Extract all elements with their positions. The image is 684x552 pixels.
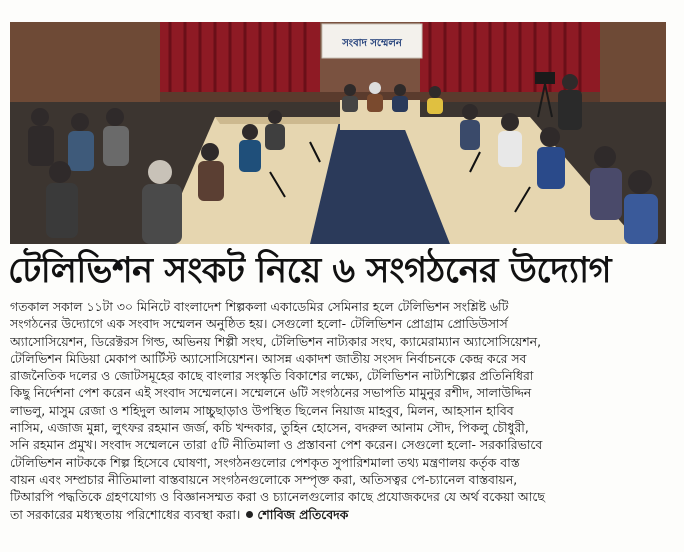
- banner-text: সংবাদ সম্মেলন: [342, 38, 402, 49]
- body-line-text: তা সরকারের মধ্যস্থতায় পরিশোধের ব্যবস্থা করা।: [10, 506, 241, 522]
- body-line: রাজনৈতিক দলের ও জোটসমূহের কাছে বাংলার সংস্কৃতি বিকাশের লক্ষ্যে, টেলিভিশন নাট্যশিল্পের প্রতিনিধিরা: [10, 368, 534, 384]
- body-line: অ্যাসোসিয়েশন, ডিরেক্টরস গিল্ড, অভিনয় শিল্পী সংঘ, টেলিভিশন নাট্যকার সংঘ, ক্যামেরাম্যান অ্যাসোসিয়েশন,: [10, 333, 542, 349]
- body-line: টেলিভিশন নাটককে শিল্প হিসেবে ঘোষণা, সংগঠনগুলোর পেশকৃত সুপারিশমালা তথ্য মন্ত্রণালয় কর্তৃক বাস্ত: [10, 454, 520, 470]
- body-line: গতকাল সকাল ১১টা ৩০ মিনিটে বাংলাদেশ শিল্পকলা একাডেমির সেমিনার হলে টেলিভিশন সংশ্লিষ্ট ৬টি: [10, 299, 509, 314]
- body-line: লাভলু, মাসুম রেজা ও শহিদুল আলম সাচ্চুছাড়াও উপস্থিত ছিলেন নিয়াজ মাহবুব, মিলন, আহসান হাবিব: [10, 402, 514, 418]
- body-line-last: [10, 506, 674, 523]
- byline: শোবিজ প্রতিবেদক: [257, 506, 349, 522]
- article-body: [10, 298, 674, 546]
- body-line: সনি রহমান প্রমুখ। সংবাদ সম্মেলনে তারা ৫টি নীতিমালা ও প্রস্তাবনা পেশ করেন। সেগুলো হলো- সরকারিভাবে: [10, 437, 543, 453]
- body-line: টিআরপি পদ্ধতিকে গ্রহণযোগ্য ও বিজ্ঞানসম্মত করা ও চ্যানেলগুলোর কাছে প্রযোজকদের যে অর্থ বকেয়া আছে: [10, 489, 545, 505]
- press-conference-photo: [10, 22, 666, 244]
- body-line: নাসিম, এজাজ মুন্না, লুৎফর রহমান জর্জ, কচি খন্দকার, তুহিন হোসেন, বদরুল আনাম সৌদ, পিকলু চৌধুরী,: [10, 420, 529, 436]
- photo-illustration: [10, 22, 666, 244]
- body-line: কিছু নির্দেশনা পেশ করেন এই সংবাদ সম্মেলনে। সম্মেলনে ৬টি সংগঠনের সভাপতি মামুনুর রশীদ, সালাউদ্দিন: [10, 385, 532, 401]
- body-line: বায়ন এবং সম্প্রচার নীতিমালা বাস্তবায়নে সংগঠনগুলোকে সম্পৃক্ত করা, অতিসত্বর পে-চ্যানেল বাস্তবায়ন,: [10, 471, 518, 487]
- body-line: সংগঠনের উদ্যোগে এক সংবাদ সম্মেলন অনুষ্ঠিত হয়। সেগুলো হলো- টেলিভিশন প্রোগ্রাম প্রোডিউসার্স: [10, 316, 508, 332]
- headline: টেলিভিশন সংকট নিয়ে ৬ সংগঠনের উদ্যোগ: [8, 251, 612, 291]
- bullet-icon: [246, 511, 253, 518]
- body-line: টেলিভিশন মিডিয়া মেকাপ আর্টিস্ট অ্যাসোসিয়েশন। আসন্ন একাদশ জাতীয় সংসদ নির্বাচনকে কেন্দ্র করে সব: [10, 350, 527, 366]
